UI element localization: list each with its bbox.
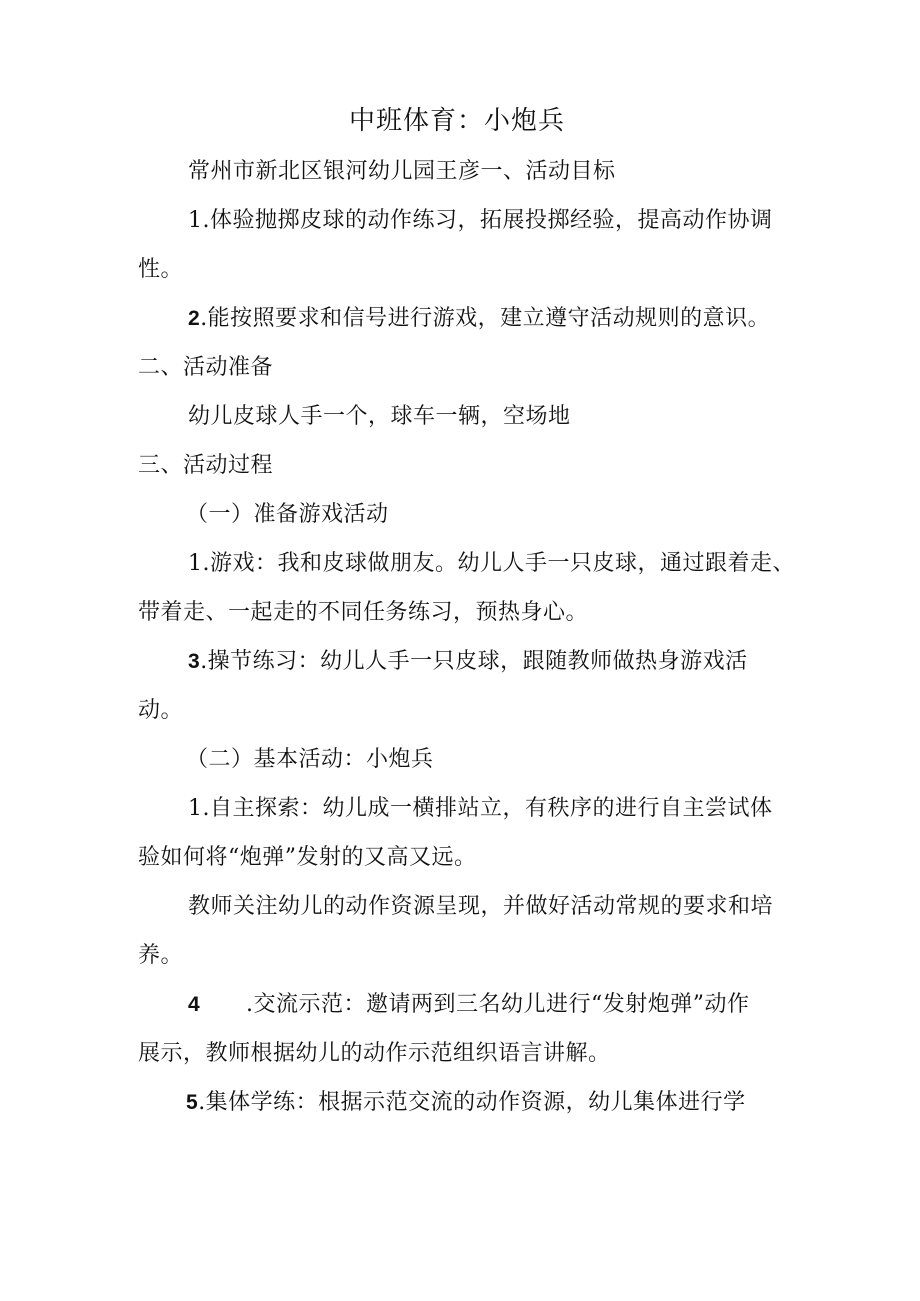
goal-2-line: [188, 304, 770, 334]
basic-4-text: .交流示范：邀请两到三名幼儿进行“发射炮弹”动作: [246, 992, 750, 1017]
goal-1-line-2: 性。: [138, 257, 184, 282]
basic-4-line-2: 展示，教师根据幼儿的动作示范组织语言讲解。: [138, 1041, 611, 1066]
subsection-1-heading: （一）准备游戏活动: [186, 502, 389, 527]
basic-4-number: 4: [188, 993, 201, 1016]
goal-1-line-1: 1.体验抛掷皮球的动作练习，拓展投掷经验，提高动作协调: [188, 208, 773, 233]
process-3-line-2: 动。: [138, 698, 184, 723]
basic-5-text: .集体学练：根据示范交流的动作资源，幼儿集体进行学: [198, 1090, 746, 1115]
basic-4-line-1: [188, 990, 750, 1020]
teacher-note-line-1: 教师关注幼儿的动作资源呈现，并做好活动常规的要求和培: [188, 894, 774, 919]
process-3-number: 3: [188, 650, 201, 673]
subsection-2-heading: （二）基本活动：小炮兵: [186, 747, 434, 772]
process-1-line-1: 1.游戏：我和皮球做朋友。幼儿人手一只皮球，通过跟着走、: [188, 551, 795, 576]
goal-2-number: 2: [188, 307, 201, 330]
basic-1-line-2: 验如何将“炮弹”发射的又高又远。: [138, 845, 477, 870]
author-line: 常州市新北区银河幼儿园王彦一、活动目标: [188, 159, 616, 184]
preparation-text: 幼儿皮球人手一个，球车一辆，空场地: [188, 404, 571, 429]
goal-2-text: .能按照要求和信号进行游戏，建立遵守活动规则的意识。: [200, 306, 771, 331]
basic-5-number: 5: [186, 1091, 199, 1114]
teacher-note-line-2: 养。: [138, 943, 184, 968]
section-2-heading: 二、活动准备: [138, 355, 274, 380]
basic-1-line-1: 1.自主探索：幼儿成一横排站立，有秩序的进行自主尝试体: [188, 796, 773, 821]
process-3-line-1: [188, 647, 748, 677]
basic-5-line-1: [186, 1088, 746, 1118]
doc-title: 中班体育：小炮兵: [349, 106, 566, 136]
process-3-text: .操节练习：幼儿人手一只皮球，跟随教师做热身游戏活: [200, 649, 748, 674]
section-3-heading: 三、活动过程: [138, 453, 274, 478]
process-1-line-2: 带着走、一起走的不同任务练习，预热身心。: [138, 600, 589, 625]
